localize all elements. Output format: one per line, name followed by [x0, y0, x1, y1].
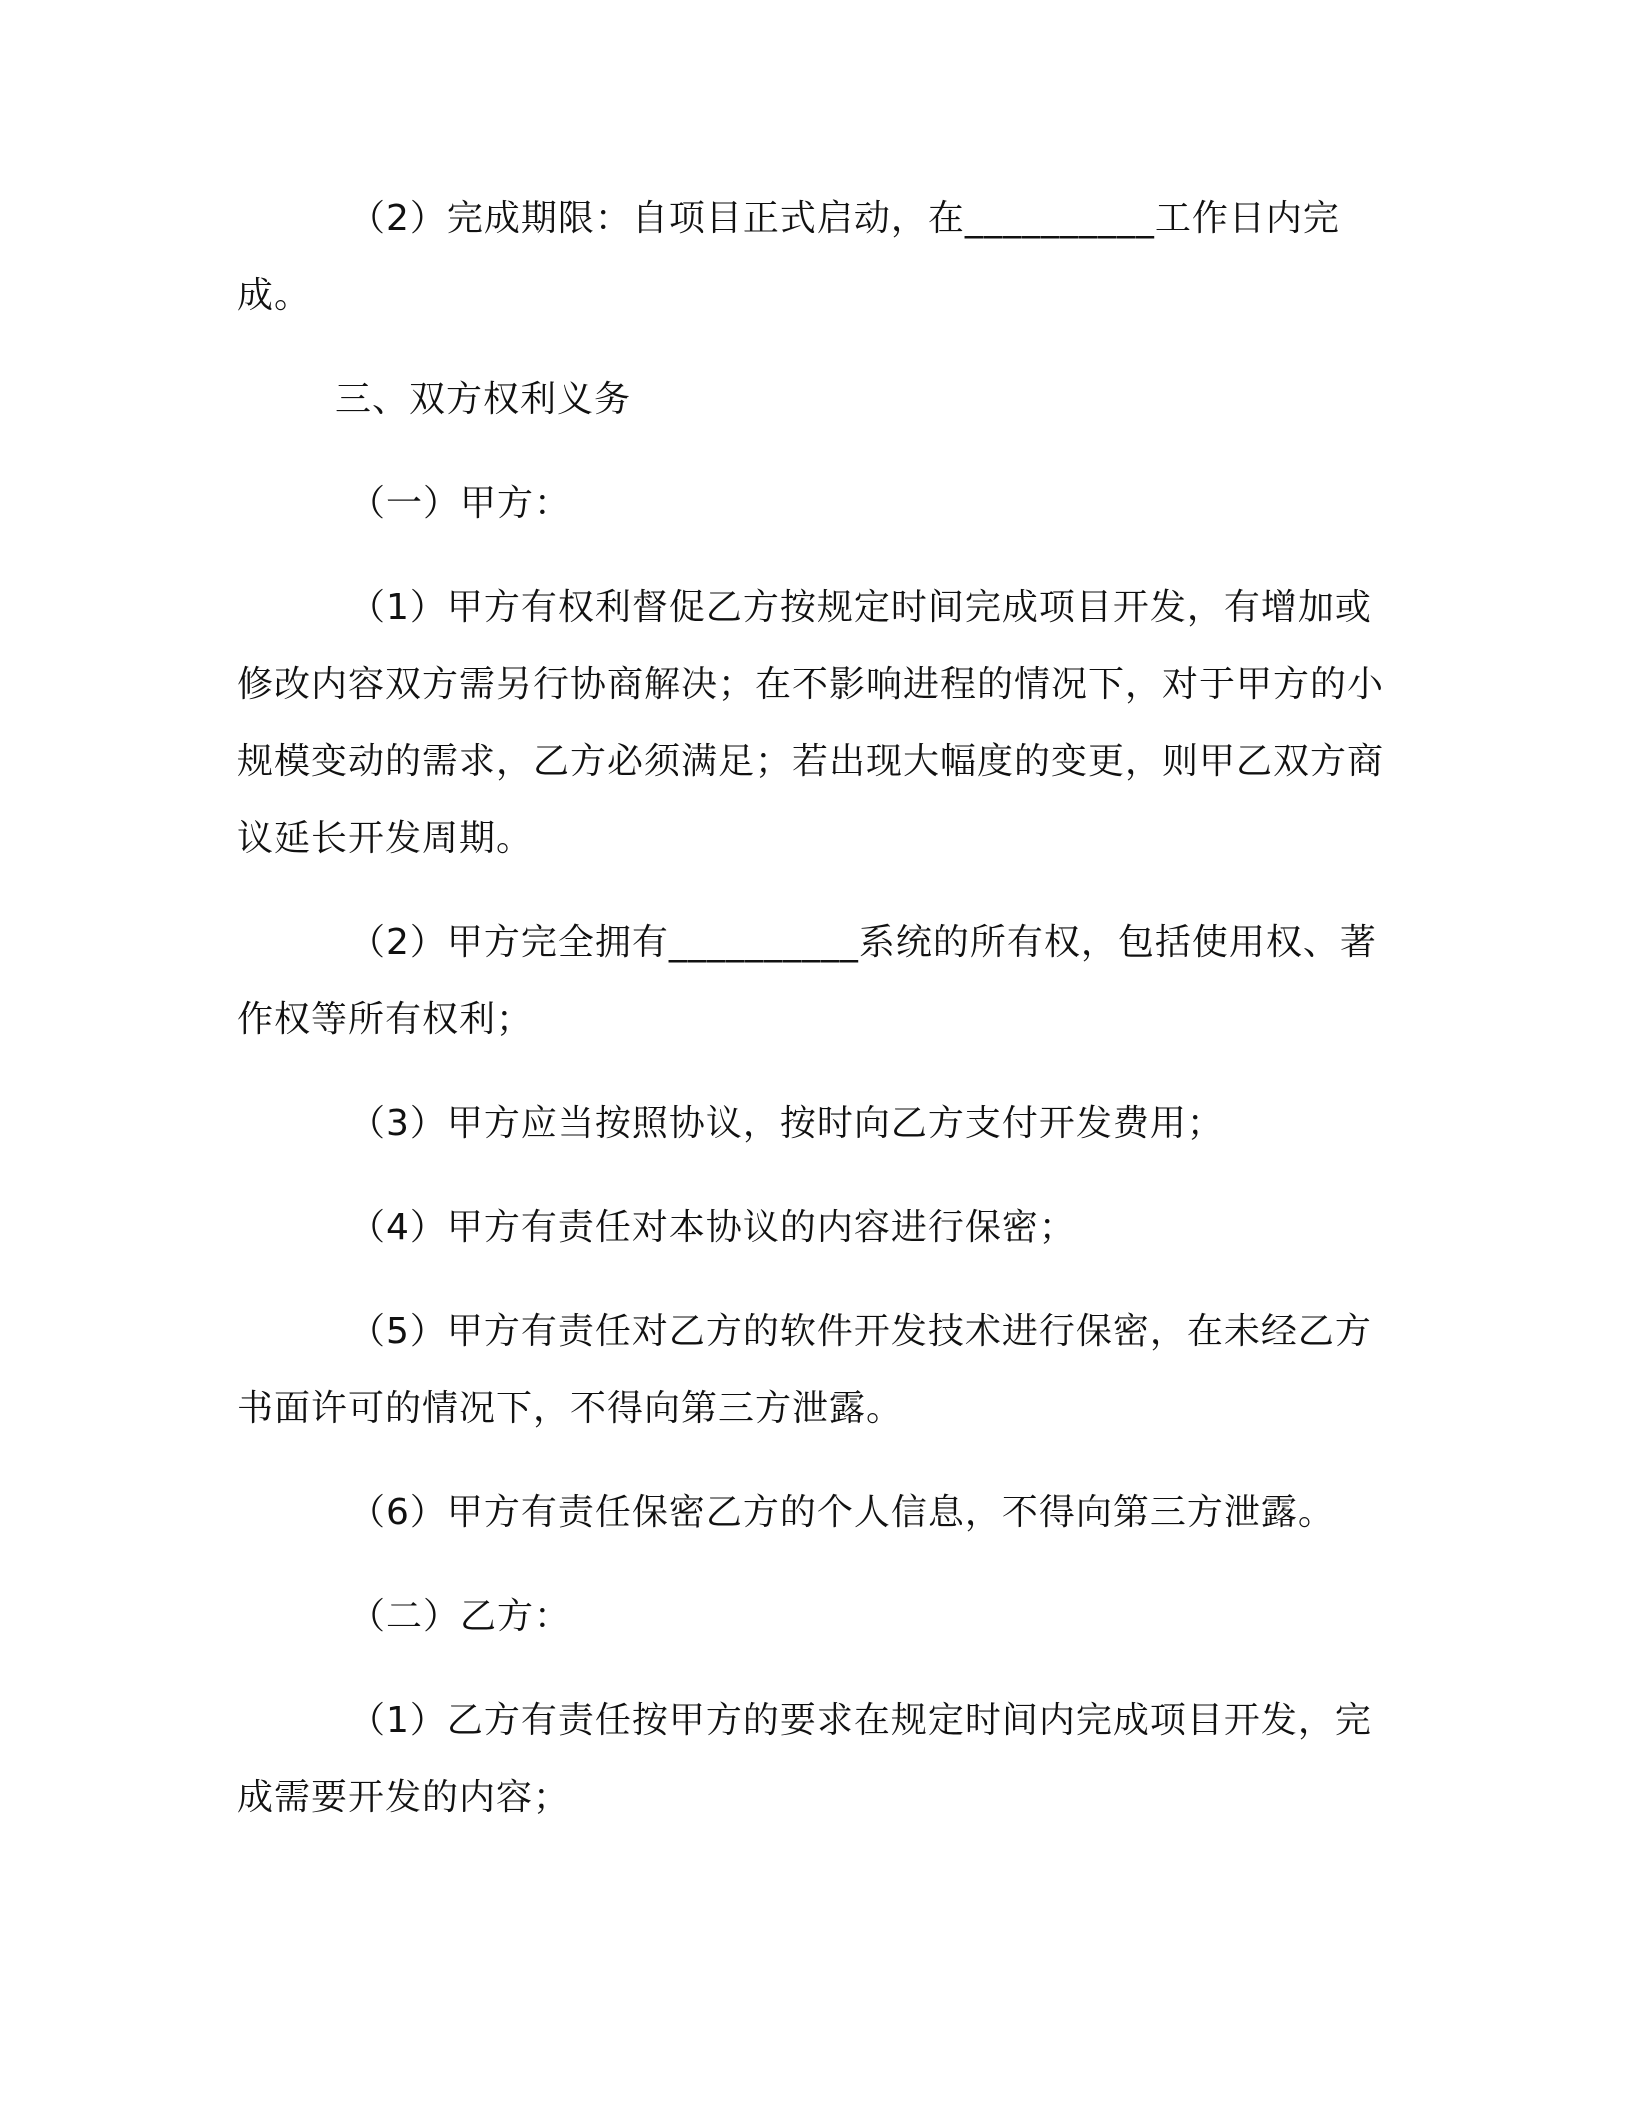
party-a-clause-6: （6）甲方有责任保密乙方的个人信息，不得向第三方泄露。	[349, 1492, 1335, 1533]
clause-completion-deadline: （2）完成期限：自项目正式启动，在__________工作日内完成。	[237, 198, 1340, 316]
document-body	[237, 180, 1397, 1836]
party-a-clause-4: （4）甲方有责任对本协议的内容进行保密；	[349, 1207, 1076, 1248]
subsection-heading-party-a: （一）甲方：	[349, 483, 572, 524]
subsection-heading-party-b: （二）乙方：	[349, 1596, 572, 1637]
party-b-clause-1: （1）乙方有责任按甲方的要求在规定时间内完成项目开发，完成需要开发的内容；	[237, 1700, 1372, 1818]
party-a-clause-2: （2）甲方完全拥有__________系统的所有权，包括使用权、著作权等所有权利；	[237, 922, 1377, 1040]
section-heading-rights-obligations: 三、双方权利义务	[335, 379, 632, 420]
party-a-clause-3: （3）甲方应当按照协议，按时向乙方支付开发费用；	[349, 1103, 1224, 1144]
party-a-clause-1: （1）甲方有权利督促乙方按规定时间完成项目开发，有增加或修改内容双方需另行协商解决；在不影响进程的情况下，对于甲方的小规模变动的需求，乙方必须满足；若出现大幅度的变更，则甲乙双方商议延长开发周期。	[237, 587, 1385, 859]
party-a-clause-5: （5）甲方有责任对乙方的软件开发技术进行保密，在未经乙方书面许可的情况下，不得向第三方泄露。	[237, 1311, 1372, 1429]
